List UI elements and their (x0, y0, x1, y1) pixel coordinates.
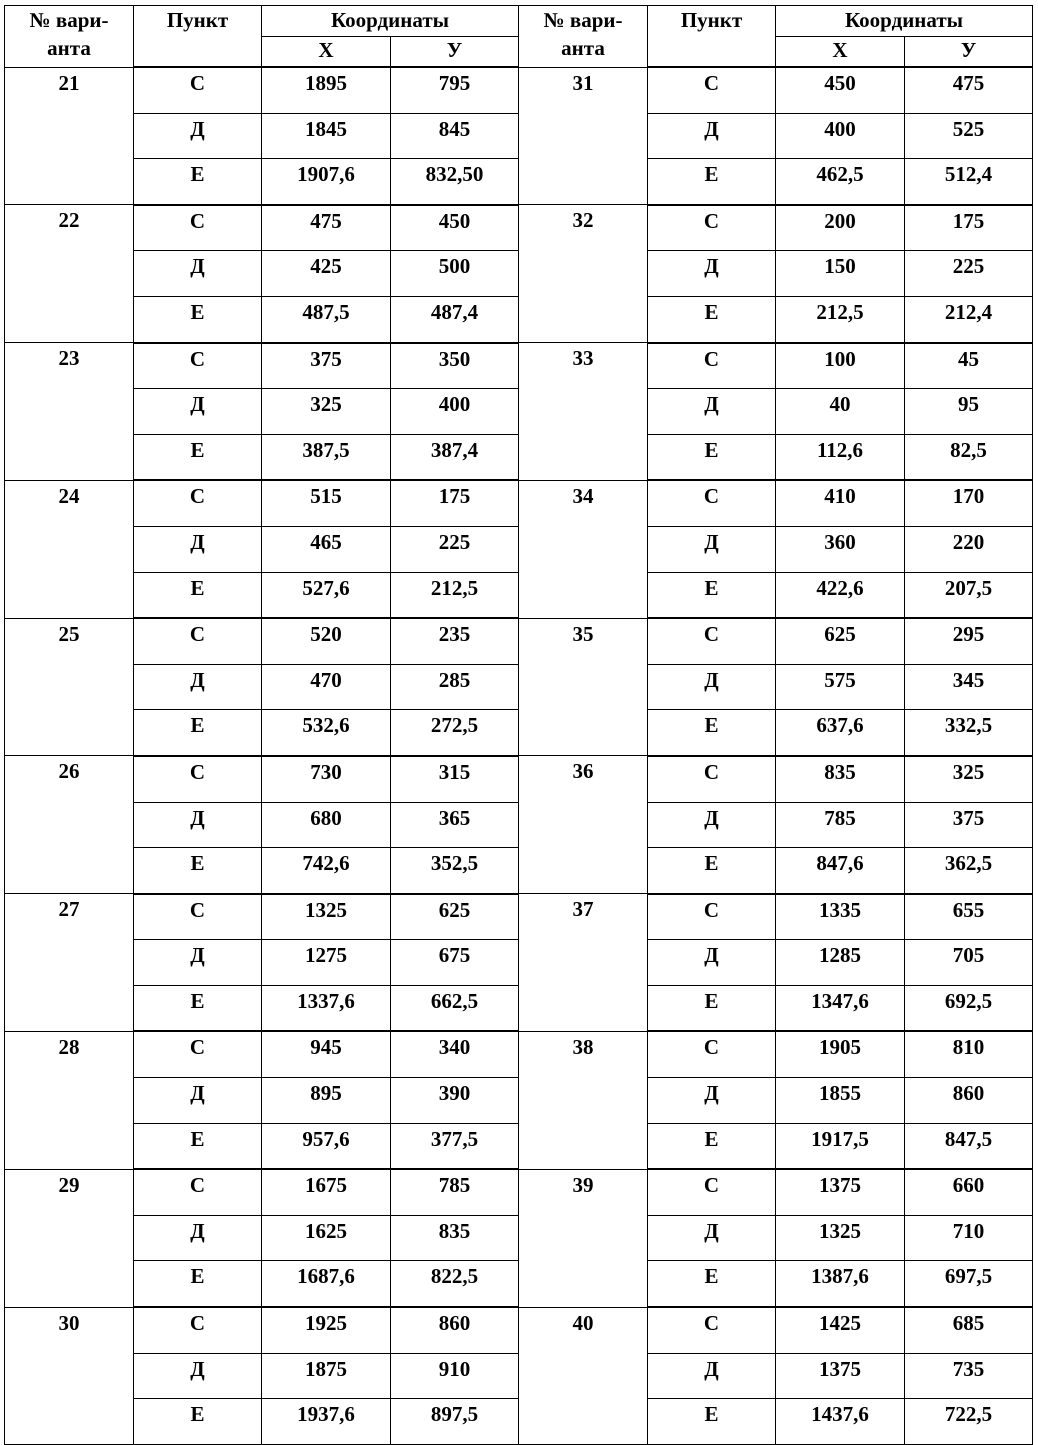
variant-cell (519, 572, 648, 618)
table-row (5, 1353, 1033, 1399)
point-cell: Д (134, 664, 262, 710)
table-row (5, 710, 1033, 756)
variant-cell (5, 526, 134, 572)
point-cell: Е (648, 985, 776, 1031)
x-cell: 1335 (776, 894, 905, 940)
point-cell: Е (134, 296, 262, 342)
x-cell: 470 (262, 664, 391, 710)
variant-cell (519, 1399, 648, 1445)
x-cell: 1437,6 (776, 1399, 905, 1445)
point-cell: С (134, 618, 262, 664)
variant-cell (5, 251, 134, 297)
y-cell: 450 (391, 205, 519, 251)
variant-cell (5, 710, 134, 756)
variant-cell (5, 802, 134, 848)
y-cell: 832,50 (391, 159, 519, 205)
variant-cell: 36 (519, 756, 648, 802)
y-cell: 860 (905, 1078, 1033, 1124)
y-cell: 625 (391, 894, 519, 940)
x-cell: 1855 (776, 1078, 905, 1124)
y-cell: 350 (391, 343, 519, 389)
point-cell: С (648, 756, 776, 802)
table-row (5, 1078, 1033, 1124)
x-cell: 1937,6 (262, 1399, 391, 1445)
variant-cell (5, 940, 134, 986)
point-cell: Д (134, 526, 262, 572)
x-cell: 625 (776, 618, 905, 664)
x-cell: 1275 (262, 940, 391, 986)
x-cell: 1687,6 (262, 1261, 391, 1307)
y-cell: 390 (391, 1078, 519, 1124)
x-cell: 475 (262, 205, 391, 251)
variant-header-line2: анта (561, 36, 605, 60)
table-row (5, 1031, 1033, 1077)
y-cell: 315 (391, 756, 519, 802)
table-row (5, 159, 1033, 205)
y-cell: 675 (391, 940, 519, 986)
point-cell: С (134, 894, 262, 940)
x-cell: 895 (262, 1078, 391, 1124)
x-cell: 422,6 (776, 572, 905, 618)
x-cell: 200 (776, 205, 905, 251)
variant-cell: 22 (5, 205, 134, 251)
table-row (5, 434, 1033, 480)
variant-header (5, 6, 134, 68)
x-cell: 1875 (262, 1353, 391, 1399)
point-cell: Е (648, 434, 776, 480)
variant-cell (519, 1215, 648, 1261)
y-cell: 272,5 (391, 710, 519, 756)
table-body (5, 67, 1033, 1444)
point-cell: С (648, 1307, 776, 1353)
variant-cell: 38 (519, 1031, 648, 1077)
variant-cell (519, 1078, 648, 1124)
variant-cell (519, 251, 648, 297)
x-cell: 785 (776, 802, 905, 848)
coordinates-table (4, 5, 1033, 1445)
point-cell: Д (648, 802, 776, 848)
y-cell: 235 (391, 618, 519, 664)
variant-cell (519, 389, 648, 435)
variant-cell (519, 113, 648, 159)
point-cell: С (648, 618, 776, 664)
variant-cell (5, 296, 134, 342)
table-row (5, 1215, 1033, 1261)
variant-cell (519, 710, 648, 756)
point-cell: Е (648, 1399, 776, 1445)
table-header (5, 6, 1033, 68)
x-cell: 1907,6 (262, 159, 391, 205)
y-cell: 352,5 (391, 848, 519, 894)
y-cell: 175 (391, 480, 519, 526)
variant-header-line1: № вари- (543, 8, 623, 32)
point-cell: Е (134, 434, 262, 480)
point-cell: С (134, 205, 262, 251)
x-cell: 1325 (776, 1215, 905, 1261)
point-header: Пункт (648, 6, 776, 68)
y-cell: 362,5 (905, 848, 1033, 894)
point-cell: С (648, 1169, 776, 1215)
x-cell: 520 (262, 618, 391, 664)
point-cell: Е (648, 1261, 776, 1307)
point-cell: Д (648, 113, 776, 159)
variant-cell: 25 (5, 618, 134, 664)
x-cell: 487,5 (262, 296, 391, 342)
variant-cell (519, 1353, 648, 1399)
y-cell: 82,5 (905, 434, 1033, 480)
x-cell: 212,5 (776, 296, 905, 342)
y-cell: 325 (905, 756, 1033, 802)
y-cell: 692,5 (905, 985, 1033, 1031)
table-row (5, 526, 1033, 572)
point-cell: С (134, 1307, 262, 1353)
x-cell: 1925 (262, 1307, 391, 1353)
point-cell: Д (134, 113, 262, 159)
variant-cell (519, 1123, 648, 1169)
point-cell: Д (648, 940, 776, 986)
y-cell: 377,5 (391, 1123, 519, 1169)
y-cell: 220 (905, 526, 1033, 572)
table-row (5, 389, 1033, 435)
y-cell: 332,5 (905, 710, 1033, 756)
y-cell: 847,5 (905, 1123, 1033, 1169)
x-header: X (776, 37, 905, 68)
variant-cell (519, 1261, 648, 1307)
table-row (5, 1399, 1033, 1445)
variant-cell: 37 (519, 894, 648, 940)
variant-cell (519, 159, 648, 205)
x-cell: 742,6 (262, 848, 391, 894)
point-cell: Д (648, 664, 776, 710)
y-cell: 212,5 (391, 572, 519, 618)
point-cell: С (134, 67, 262, 113)
point-cell: Е (134, 1123, 262, 1169)
point-cell: Е (648, 159, 776, 205)
y-cell: 795 (391, 67, 519, 113)
point-cell: Е (648, 710, 776, 756)
coords-header: Координаты (262, 6, 519, 37)
x-cell: 1325 (262, 894, 391, 940)
x-cell: 325 (262, 389, 391, 435)
x-cell: 1675 (262, 1169, 391, 1215)
y-cell: 660 (905, 1169, 1033, 1215)
y-cell: 822,5 (391, 1261, 519, 1307)
table-row (5, 1169, 1033, 1215)
point-cell: Д (648, 1353, 776, 1399)
variant-cell (5, 434, 134, 480)
y-cell: 910 (391, 1353, 519, 1399)
x-cell: 527,6 (262, 572, 391, 618)
variant-cell: 29 (5, 1169, 134, 1215)
y-cell: 400 (391, 389, 519, 435)
table-row (5, 480, 1033, 526)
variant-cell (5, 664, 134, 710)
y-cell: 655 (905, 894, 1033, 940)
y-cell: 735 (905, 1353, 1033, 1399)
x-cell: 1347,6 (776, 985, 905, 1031)
x-cell: 40 (776, 389, 905, 435)
y-cell: 525 (905, 113, 1033, 159)
table-row (5, 113, 1033, 159)
table-row (5, 1123, 1033, 1169)
point-cell: Е (134, 710, 262, 756)
variant-cell (519, 296, 648, 342)
x-cell: 1337,6 (262, 985, 391, 1031)
point-cell: С (134, 480, 262, 526)
y-cell: 785 (391, 1169, 519, 1215)
variant-cell: 26 (5, 756, 134, 802)
y-header: У (905, 37, 1033, 68)
point-cell: Д (648, 1215, 776, 1261)
y-cell: 387,4 (391, 434, 519, 480)
y-cell: 835 (391, 1215, 519, 1261)
variant-cell: 28 (5, 1031, 134, 1077)
y-header: У (391, 37, 519, 68)
point-cell: Е (134, 985, 262, 1031)
point-cell: С (134, 1169, 262, 1215)
y-cell: 340 (391, 1031, 519, 1077)
point-cell: Д (134, 940, 262, 986)
x-cell: 1425 (776, 1307, 905, 1353)
y-cell: 475 (905, 67, 1033, 113)
variant-cell (519, 526, 648, 572)
x-cell: 1905 (776, 1031, 905, 1077)
y-cell: 685 (905, 1307, 1033, 1353)
point-cell: Д (134, 251, 262, 297)
table-row (5, 848, 1033, 894)
x-cell: 400 (776, 113, 905, 159)
variant-cell (5, 1261, 134, 1307)
variant-cell: 30 (5, 1307, 134, 1353)
table-row (5, 67, 1033, 113)
x-cell: 532,6 (262, 710, 391, 756)
table-row (5, 802, 1033, 848)
variant-cell: 21 (5, 67, 134, 113)
y-cell: 285 (391, 664, 519, 710)
x-cell: 100 (776, 343, 905, 389)
y-cell: 375 (905, 802, 1033, 848)
y-cell: 487,4 (391, 296, 519, 342)
variant-cell (5, 1353, 134, 1399)
x-cell: 515 (262, 480, 391, 526)
variant-header (519, 6, 648, 68)
x-cell: 1895 (262, 67, 391, 113)
y-cell: 95 (905, 389, 1033, 435)
variant-cell (519, 802, 648, 848)
point-cell: С (648, 480, 776, 526)
table-row (5, 1307, 1033, 1353)
point-cell: Е (648, 572, 776, 618)
x-header: X (262, 37, 391, 68)
y-cell: 662,5 (391, 985, 519, 1031)
point-cell: Е (134, 159, 262, 205)
point-cell: С (648, 67, 776, 113)
table-row (5, 985, 1033, 1031)
x-cell: 1375 (776, 1169, 905, 1215)
variant-cell: 27 (5, 894, 134, 940)
x-cell: 945 (262, 1031, 391, 1077)
variant-header-line1: № вари- (29, 8, 109, 32)
variant-cell: 35 (519, 618, 648, 664)
variant-cell: 31 (519, 67, 648, 113)
point-cell: Е (134, 848, 262, 894)
x-cell: 637,6 (776, 710, 905, 756)
point-cell: С (134, 1031, 262, 1077)
variant-cell (5, 159, 134, 205)
table-row (5, 756, 1033, 802)
x-cell: 847,6 (776, 848, 905, 894)
x-cell: 387,5 (262, 434, 391, 480)
table-row (5, 343, 1033, 389)
point-cell: Е (134, 572, 262, 618)
point-cell: Д (134, 1215, 262, 1261)
variant-cell (519, 664, 648, 710)
x-cell: 1845 (262, 113, 391, 159)
variant-cell (5, 1123, 134, 1169)
x-cell: 1375 (776, 1353, 905, 1399)
variant-cell (5, 848, 134, 894)
variant-header-line2: анта (47, 36, 91, 60)
variant-cell (519, 434, 648, 480)
point-cell: Д (648, 526, 776, 572)
point-cell: Д (648, 1078, 776, 1124)
x-cell: 425 (262, 251, 391, 297)
x-cell: 1387,6 (776, 1261, 905, 1307)
y-cell: 710 (905, 1215, 1033, 1261)
variant-cell: 23 (5, 343, 134, 389)
point-cell: Е (648, 296, 776, 342)
table-row (5, 894, 1033, 940)
point-cell: Д (134, 389, 262, 435)
table-row (5, 618, 1033, 664)
point-cell: С (648, 1031, 776, 1077)
table-row (5, 572, 1033, 618)
y-cell: 45 (905, 343, 1033, 389)
x-cell: 835 (776, 756, 905, 802)
x-cell: 957,6 (262, 1123, 391, 1169)
variant-cell (519, 985, 648, 1031)
point-cell: С (134, 343, 262, 389)
point-cell: Д (134, 1078, 262, 1124)
x-cell: 465 (262, 526, 391, 572)
point-cell: Д (648, 251, 776, 297)
variant-cell (5, 113, 134, 159)
y-cell: 365 (391, 802, 519, 848)
variant-cell: 40 (519, 1307, 648, 1353)
x-cell: 360 (776, 526, 905, 572)
point-cell: Е (134, 1399, 262, 1445)
point-cell: Д (648, 389, 776, 435)
variant-cell: 33 (519, 343, 648, 389)
y-cell: 697,5 (905, 1261, 1033, 1307)
point-cell: Д (134, 1353, 262, 1399)
y-cell: 175 (905, 205, 1033, 251)
point-cell: Е (648, 848, 776, 894)
variant-cell: 34 (519, 480, 648, 526)
variant-cell (5, 389, 134, 435)
variant-cell: 39 (519, 1169, 648, 1215)
variant-cell (5, 1399, 134, 1445)
y-cell: 295 (905, 618, 1033, 664)
y-cell: 170 (905, 480, 1033, 526)
x-cell: 450 (776, 67, 905, 113)
y-cell: 897,5 (391, 1399, 519, 1445)
point-cell: С (648, 205, 776, 251)
y-cell: 722,5 (905, 1399, 1033, 1445)
y-cell: 345 (905, 664, 1033, 710)
x-cell: 462,5 (776, 159, 905, 205)
y-cell: 705 (905, 940, 1033, 986)
x-cell: 112,6 (776, 434, 905, 480)
table-row (5, 1261, 1033, 1307)
variant-cell (5, 1078, 134, 1124)
x-cell: 730 (262, 756, 391, 802)
y-cell: 860 (391, 1307, 519, 1353)
x-cell: 150 (776, 251, 905, 297)
table-row (5, 296, 1033, 342)
variant-cell: 32 (519, 205, 648, 251)
point-cell: Д (134, 802, 262, 848)
x-cell: 410 (776, 480, 905, 526)
x-cell: 1625 (262, 1215, 391, 1261)
coords-header: Координаты (776, 6, 1033, 37)
point-cell: С (648, 343, 776, 389)
x-cell: 1285 (776, 940, 905, 986)
variant-cell: 24 (5, 480, 134, 526)
point-header: Пункт (134, 6, 262, 68)
variant-cell (519, 848, 648, 894)
table-row (5, 940, 1033, 986)
x-cell: 1917,5 (776, 1123, 905, 1169)
y-cell: 810 (905, 1031, 1033, 1077)
y-cell: 225 (905, 251, 1033, 297)
x-cell: 375 (262, 343, 391, 389)
y-cell: 212,4 (905, 296, 1033, 342)
y-cell: 845 (391, 113, 519, 159)
variant-cell (519, 940, 648, 986)
table-row (5, 664, 1033, 710)
x-cell: 680 (262, 802, 391, 848)
variant-cell (5, 985, 134, 1031)
y-cell: 512,4 (905, 159, 1033, 205)
table-row (5, 251, 1033, 297)
variant-cell (5, 572, 134, 618)
point-cell: Е (134, 1261, 262, 1307)
y-cell: 207,5 (905, 572, 1033, 618)
x-cell: 575 (776, 664, 905, 710)
point-cell: С (648, 894, 776, 940)
y-cell: 225 (391, 526, 519, 572)
variant-cell (5, 1215, 134, 1261)
table-row (5, 205, 1033, 251)
y-cell: 500 (391, 251, 519, 297)
point-cell: С (134, 756, 262, 802)
point-cell: Е (648, 1123, 776, 1169)
